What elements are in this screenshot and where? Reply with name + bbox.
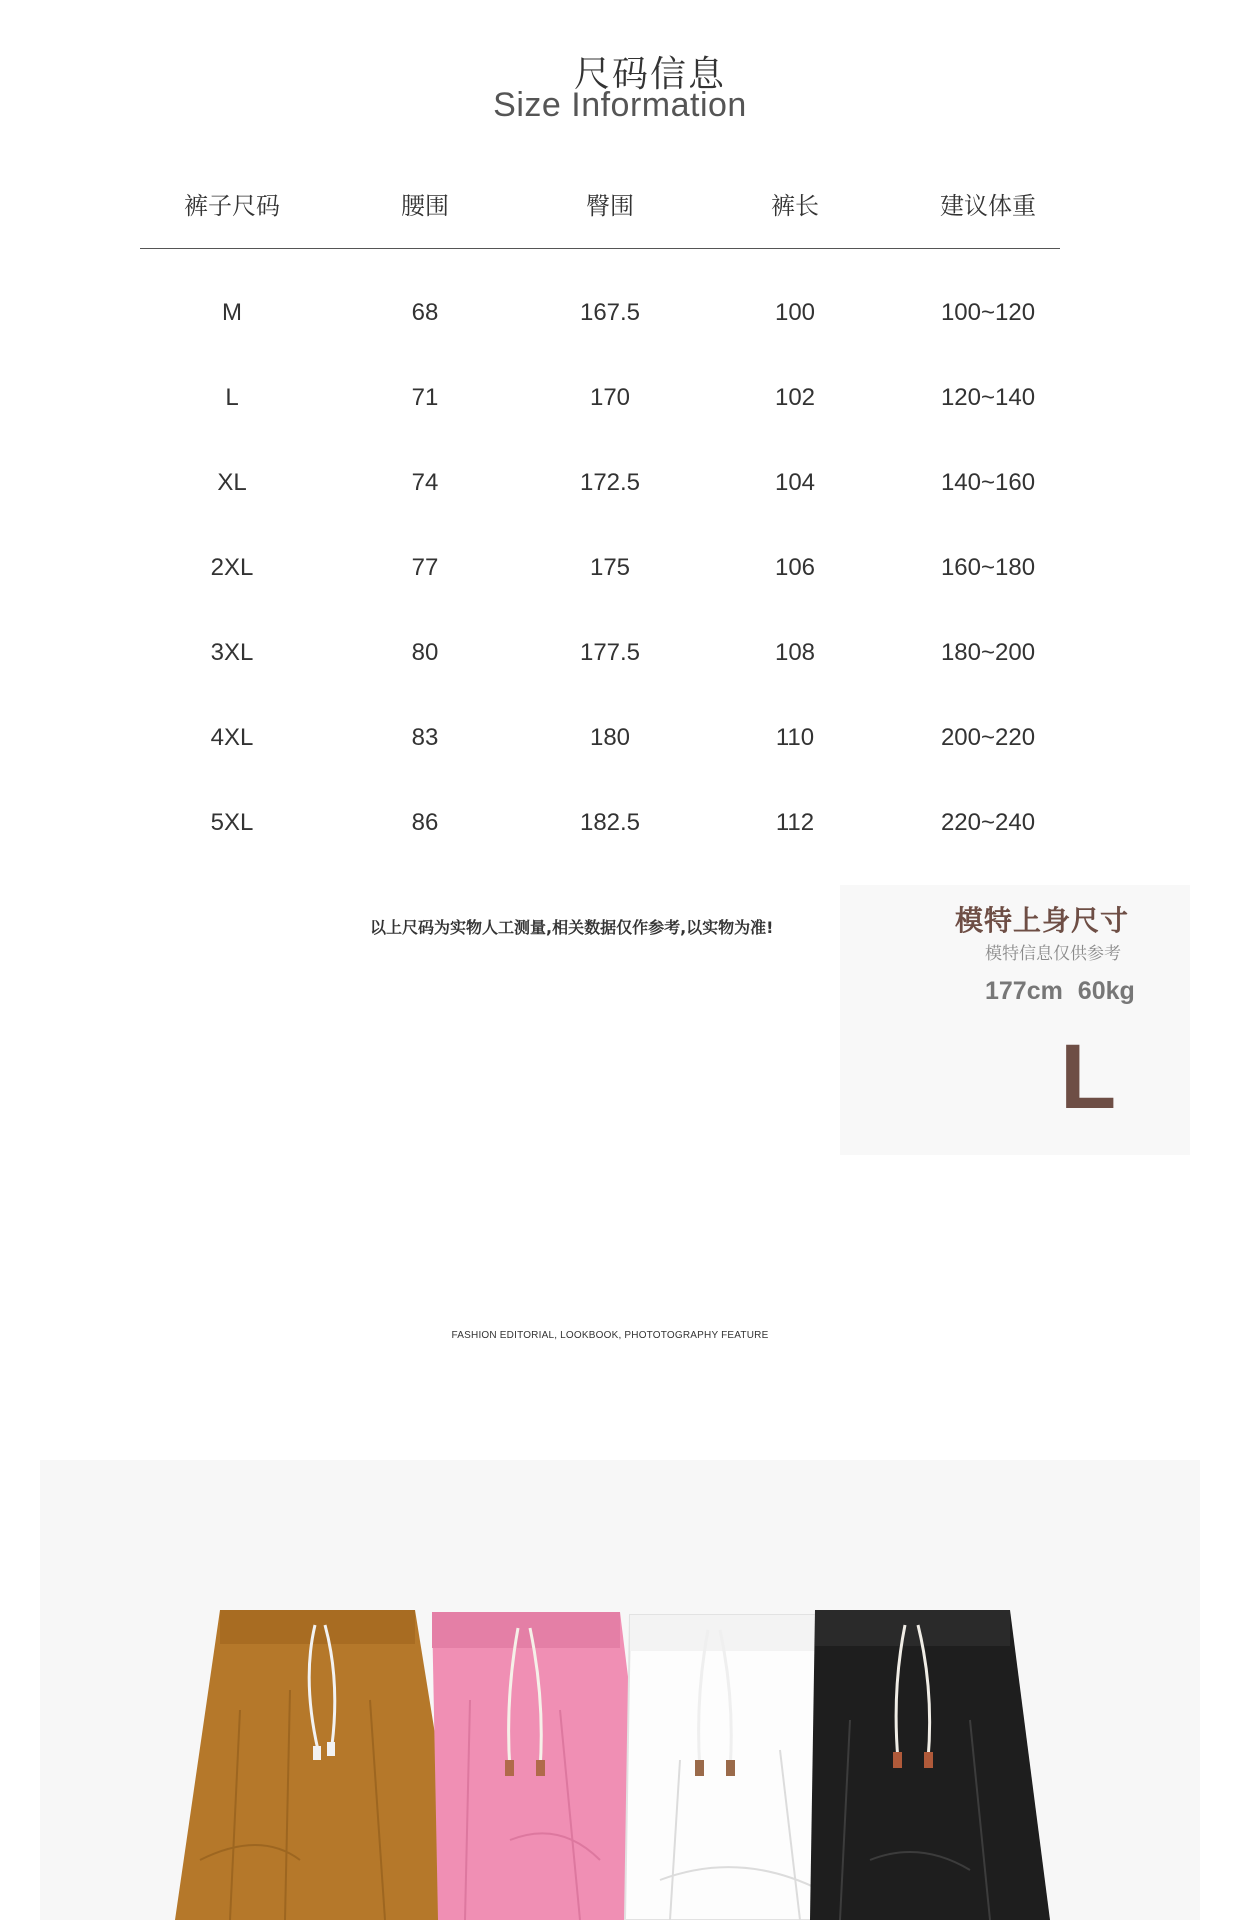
cell-hip: 175 [589, 554, 631, 581]
measurement-note: 以上尺码为实物人工测量,相关数据仅作参考,以实物为准! [370, 918, 774, 937]
table-row [140, 469, 1060, 554]
size-table [140, 170, 1060, 894]
cell-waist: 86 [411, 809, 439, 836]
cell-hip: 172.5 [579, 469, 641, 496]
cell-weight: 100~120 [940, 299, 1036, 326]
header-hip: 臀围 [586, 192, 634, 220]
cell-hip: 180 [589, 724, 631, 751]
cell-length: 102 [774, 384, 816, 411]
title-en: Size Information [493, 86, 747, 124]
title-cn: 尺码信息 [573, 54, 726, 95]
cell-length: 110 [775, 724, 815, 751]
pants-illustration [40, 1460, 1200, 1920]
cell-weight: 200~220 [940, 724, 1036, 751]
cell-waist: 83 [411, 724, 439, 751]
cell-weight: 220~240 [940, 809, 1036, 836]
cell-hip: 177.5 [579, 639, 641, 666]
cell-size: 4XL [210, 724, 254, 751]
header-size: 裤子尺码 [184, 192, 280, 220]
pants-black [810, 1610, 1050, 1920]
cell-hip: 182.5 [579, 809, 641, 836]
product-photo [40, 1460, 1200, 1920]
editorial-caption: FASHION EDITORIAL, LOOKBOOK, PHOTOTOGRAPHY FEATURE [451, 1330, 769, 1341]
cell-size: 3XL [210, 639, 254, 666]
cell-waist: 71 [411, 384, 439, 411]
table-row [140, 384, 1060, 469]
cell-length: 108 [774, 639, 816, 666]
cell-waist: 80 [411, 639, 439, 666]
cell-size: 2XL [210, 554, 254, 581]
model-info-box [840, 885, 1190, 1155]
model-subtitle: 模特信息仅供参考 [985, 944, 1121, 964]
cell-waist: 68 [411, 299, 439, 326]
pants-mustard [175, 1610, 465, 1920]
table-row [140, 639, 1060, 724]
cell-length: 112 [775, 809, 815, 836]
table-row [140, 724, 1060, 809]
cell-size: M [222, 299, 242, 326]
cell-weight: 180~200 [940, 639, 1036, 666]
cell-weight: 140~160 [940, 469, 1036, 496]
cell-weight: 120~140 [940, 384, 1036, 411]
cell-size: L [225, 384, 239, 411]
cell-weight: 160~180 [940, 554, 1036, 581]
cell-waist: 74 [411, 469, 439, 496]
cell-hip: 170 [589, 384, 631, 411]
model-title: 模特上身尺寸 [955, 904, 1130, 937]
header-weight: 建议体重 [940, 192, 1036, 220]
table-body [140, 249, 1060, 894]
table-row [140, 299, 1060, 384]
table-row [140, 554, 1060, 639]
header-length: 裤长 [771, 192, 819, 220]
cell-length: 100 [774, 299, 816, 326]
cell-size: XL [217, 469, 247, 496]
cell-length: 104 [774, 469, 816, 496]
pants-pink [432, 1612, 658, 1920]
cell-hip: 167.5 [579, 299, 641, 326]
cell-waist: 77 [411, 554, 439, 581]
table-row [140, 809, 1060, 894]
header-waist: 腰围 [401, 192, 449, 220]
table-header [140, 170, 1060, 249]
cell-length: 106 [774, 554, 816, 581]
model-size: L [1060, 1026, 1117, 1128]
model-stats: 177cm 60kg [985, 977, 1135, 1005]
cell-size: 5XL [210, 809, 254, 836]
